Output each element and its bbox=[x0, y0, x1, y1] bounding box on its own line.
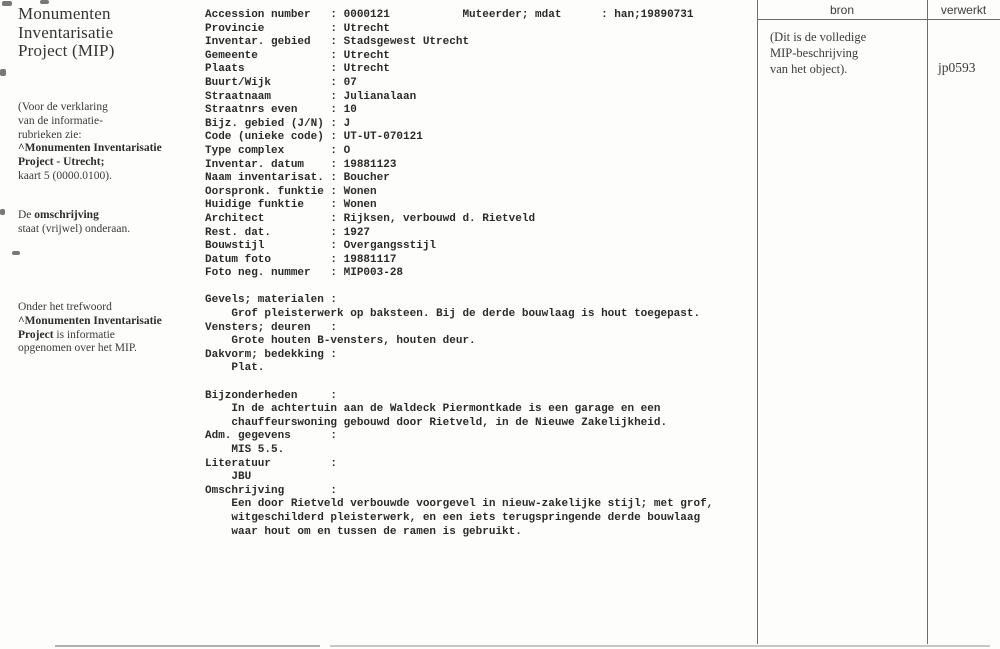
text-fragment: is informatie bbox=[53, 328, 115, 341]
scan-artifact bbox=[12, 251, 20, 255]
section-text-line: MIS 5.5. bbox=[205, 444, 285, 456]
record-field-line: Buurt/Wijk : 07 bbox=[205, 76, 357, 89]
section-text-line: chauffeurswoning gebouwd door Rietveld, in de Nieuwe Zakelijkheid. bbox=[205, 416, 668, 429]
record-field-line: Straatnrs even : 10 bbox=[205, 104, 357, 117]
section-header-line: Gevels; materialen : bbox=[205, 294, 338, 307]
title-line: Inventarisatie bbox=[18, 22, 114, 42]
bron-column-header: bron bbox=[829, 3, 855, 17]
title-line: Project (MIP) bbox=[18, 41, 115, 60]
text-line: (Dit is de volledige bbox=[770, 30, 867, 44]
record-field-line: Bouwstijl : Overgangsstijl bbox=[205, 240, 437, 253]
bron-note bbox=[770, 29, 920, 77]
record-field-line: Datum foto : 19881117 bbox=[205, 253, 397, 266]
table-border-left bbox=[757, 0, 758, 644]
record-field-line: Code (unieke code) : UT-UT-070121 bbox=[205, 131, 423, 144]
record-field-line: Architect : Rijksen, verbouwd d. Rietveld bbox=[205, 212, 536, 225]
verwerkt-value: jp0593 bbox=[938, 60, 976, 75]
text-line bbox=[18, 209, 198, 223]
record-field-line: Straatnaam : Julianalaan bbox=[205, 90, 417, 103]
section-header-line: Bijzonderheden : bbox=[205, 389, 338, 402]
record-field-line: Plaats : Utrecht bbox=[205, 63, 390, 76]
text-line: kaart 5 (0000.0100). bbox=[18, 169, 112, 182]
record-section bbox=[205, 458, 765, 485]
scan-edge-line bbox=[55, 645, 320, 647]
record-field-line: Huidige funktie : Wonen bbox=[205, 199, 377, 212]
record-section bbox=[205, 349, 765, 376]
section-text-line: In de achtertuin aan de Waldeck Piermontkade is een garage en een bbox=[205, 403, 661, 416]
scan-artifact bbox=[0, 209, 5, 215]
record-area bbox=[205, 9, 765, 539]
record-field-line: Inventar. datum : 19881123 bbox=[205, 158, 397, 171]
record-field-line: Provincie : Utrecht bbox=[205, 22, 390, 35]
sidebar-note-verklaring bbox=[18, 101, 198, 184]
record-field-line: Naam inventarisat. : Boucher bbox=[205, 172, 390, 185]
record-field-line: Gemeente : Utrecht bbox=[205, 49, 390, 62]
keyword-reference: ^Monumenten Inventarisatie bbox=[18, 314, 162, 327]
record-section bbox=[205, 322, 765, 349]
text-line: Onder het trefwoord bbox=[18, 301, 112, 313]
record-field-line: Accession number : 0000121 Muteerder; mdat : han;19890731 bbox=[205, 9, 694, 21]
record-section bbox=[205, 485, 765, 539]
section-header-line: Adm. gegevens : bbox=[205, 430, 338, 443]
text-line bbox=[18, 329, 198, 343]
keyword-fragment: omschrijving bbox=[34, 209, 99, 221]
section-text-line: waar hout om en tussen de ramen is gebruikt. bbox=[205, 525, 522, 538]
keyword-reference: Project - Utrecht; bbox=[18, 156, 105, 169]
section-text-line: Grof pleisterwerk op baksteen. Bij de derde bouwlaag is hout toegepast. bbox=[205, 308, 701, 321]
sidebar-note-omschrijving bbox=[18, 209, 198, 237]
text-line: van het object). bbox=[770, 62, 848, 76]
scan-artifact bbox=[2, 1, 12, 6]
record-field-line: Type complex : O bbox=[205, 144, 351, 157]
text-line: (Voor de verklaring bbox=[18, 101, 108, 113]
record-section bbox=[205, 390, 765, 431]
scan-artifact bbox=[0, 69, 6, 76]
section-text-line: Een door Rietveld verbouwde voorgevel in nieuw-zakelijke stijl; met grof, bbox=[205, 498, 714, 511]
record-field-line: Oorspronk. funktie : Wonen bbox=[205, 185, 377, 198]
record-field-line: Rest. dat. : 1927 bbox=[205, 226, 371, 239]
text-line: opgenomen over het MIP. bbox=[18, 342, 137, 355]
table-header-underline bbox=[757, 19, 1000, 20]
record-section bbox=[205, 430, 765, 457]
record-field-line: Bijz. gebied (J/N) : J bbox=[205, 117, 351, 130]
text-line: rubrieken zie: bbox=[18, 128, 82, 141]
text-line: van de informatie- bbox=[18, 114, 103, 127]
scan-artifact bbox=[40, 0, 49, 4]
record-field-line: Inventar. gebied : Stadsgewest Utrecht bbox=[205, 36, 470, 49]
section-header-line: Dakvorm; bedekking : bbox=[205, 348, 338, 361]
section-header-line: Omschrijving : bbox=[205, 484, 338, 497]
record-section bbox=[205, 294, 765, 321]
sidebar-note-trefwoord bbox=[18, 301, 198, 356]
section-text-line: JBU bbox=[205, 471, 252, 484]
text-line: staat (vrijwel) onderaan. bbox=[18, 222, 131, 235]
table-border-middle bbox=[927, 0, 928, 644]
record-field-line: Foto neg. nummer : MIP003-28 bbox=[205, 267, 404, 280]
text-fragment: De bbox=[18, 209, 35, 221]
section-text-line: Grote houten B-vensters, houten deur. bbox=[205, 335, 476, 348]
section-text-line: Plat. bbox=[205, 362, 265, 375]
section-header-line: Vensters; deuren : bbox=[205, 321, 338, 334]
page-title bbox=[18, 5, 115, 61]
scan-edge-line bbox=[330, 645, 990, 647]
title-line: Monumenten bbox=[18, 4, 111, 23]
keyword-fragment: Project bbox=[18, 328, 54, 341]
section-header-line: Literatuur : bbox=[205, 457, 338, 470]
section-text-line: witgeschilderd pleisterwerk, en een iets terugspringende derde bouwlaag bbox=[205, 511, 701, 524]
verwerkt-column-header: verwerkt bbox=[940, 3, 987, 17]
keyword-reference: ^Monumenten Inventarisatie bbox=[18, 142, 162, 155]
text-line: MIP-beschrijving bbox=[770, 46, 859, 60]
